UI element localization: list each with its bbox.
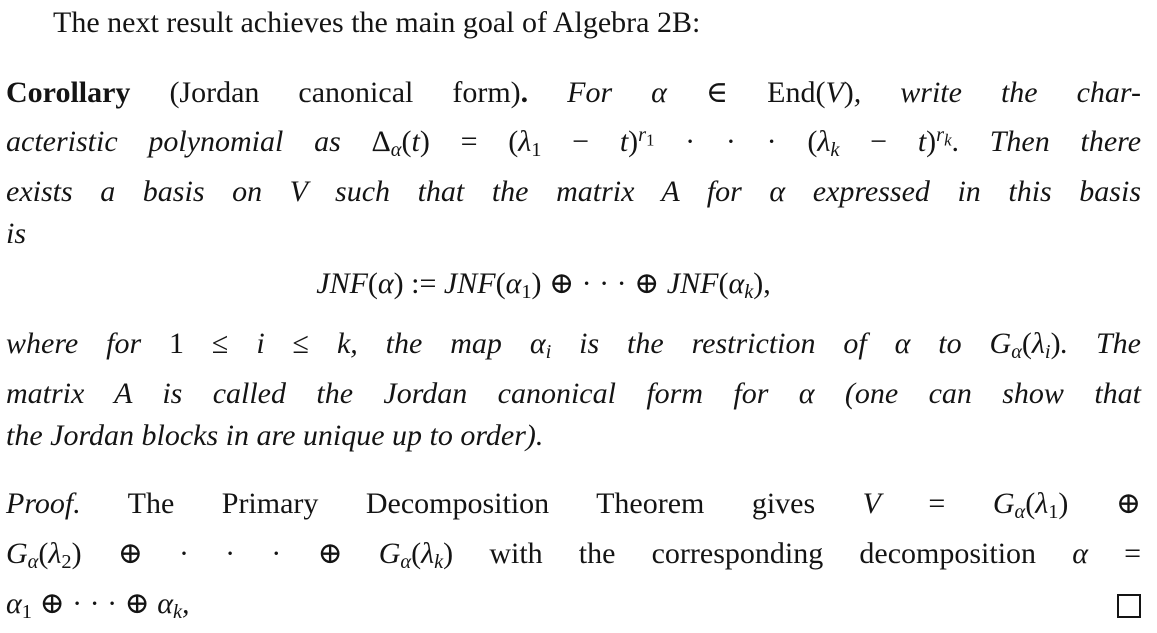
math-run: t (411, 125, 420, 159)
subscript: i (545, 340, 552, 363)
math-run: ( (495, 267, 506, 301)
math-run: . (951, 125, 990, 159)
math-run: JNF (666, 267, 719, 301)
subscript: k (830, 139, 840, 162)
subscript: α (1011, 340, 1022, 363)
math-run: ( (1025, 486, 1036, 520)
math-run: · · · ( (654, 125, 818, 159)
subscript: 1 (646, 130, 655, 150)
qed-box (1117, 594, 1141, 618)
subscript: k (744, 280, 754, 303)
text-run: The next result achieves the main goal of Algebra 2B: (53, 6, 701, 39)
corollary-line-7 (6, 415, 1141, 457)
math-run: ( (718, 267, 729, 301)
math-run: ) (628, 125, 639, 159)
math-run: ∈ End( (666, 76, 826, 109)
math-run: = (880, 486, 993, 520)
math-run: k (336, 326, 351, 360)
subscript: 1 (521, 280, 532, 303)
proof-keyword: Proof. (6, 486, 81, 520)
math-run: JNF (316, 267, 368, 301)
math-alpha: α (377, 267, 394, 301)
math-lambda: λ (421, 536, 435, 570)
math-alpha: α (894, 326, 911, 360)
text-run: . (520, 76, 529, 109)
math-run: ( (411, 536, 422, 570)
math-alpha: α (651, 76, 667, 109)
proof-line-3 (6, 583, 1141, 633)
superscript (638, 124, 655, 150)
oplus-run: ) ⊕ · · · ⊕ (71, 536, 379, 570)
math-lambda: λ (817, 125, 831, 159)
corollary-keyword: Corollary (6, 76, 131, 109)
text-run: where for (6, 326, 170, 360)
subscript: i (1044, 340, 1051, 363)
oplus-run: ) ⊕ (1058, 486, 1141, 520)
math-run: ) (926, 125, 937, 159)
subscript: 2 (61, 550, 72, 573)
corollary-line-5 (6, 323, 1141, 373)
math-alpha: α (529, 326, 546, 360)
math-run: ), (753, 267, 771, 301)
text-run: For (528, 76, 652, 109)
intro-paragraph (6, 2, 1141, 44)
math-lambda: λ (518, 125, 532, 159)
subscript: 1 (531, 139, 542, 162)
math-alpha: α (1072, 536, 1088, 570)
text-run: The Primary Decomposition Theorem gives (80, 486, 863, 520)
subscript: α (27, 550, 39, 573)
math-run: t (917, 125, 927, 159)
corollary-line-6 (6, 373, 1141, 415)
math-run: − (839, 125, 918, 159)
math-run: G (989, 326, 1012, 360)
math-run: ) (843, 76, 854, 109)
document-page (0, 2, 1157, 623)
corollary-title-note: (Jordan canonical form) (130, 76, 521, 109)
subscript: 1 (21, 600, 32, 623)
math-run: ( (367, 267, 378, 301)
math-run: ≤ (264, 326, 337, 360)
text-run: ) with the corresponding decomposition (443, 536, 1073, 570)
math-run: − (541, 125, 620, 159)
text-run: is (6, 217, 27, 251)
text-run: the Jordan blocks in are unique up to order). (6, 418, 544, 452)
math-run: 1 ≤ (169, 326, 257, 360)
subscript: k (172, 600, 183, 623)
text-run: Then there (989, 125, 1142, 159)
math-run: ) (393, 267, 404, 301)
math-run: ) (531, 267, 542, 301)
math-run: ( (1021, 326, 1032, 360)
math-alpha: α (505, 267, 522, 301)
math-lambda: λ (1031, 326, 1045, 360)
text-run: . The (1060, 326, 1141, 360)
text-run: exists a basis on V such that the matrix A for α expressed in this basis (6, 175, 1141, 209)
math-run: ) = ( (419, 125, 519, 159)
math-run: JNF (443, 267, 496, 301)
math-run: := (403, 267, 444, 301)
math-lambda: λ (1035, 486, 1049, 520)
corollary-line-3 (6, 171, 1141, 213)
math-run: ( (401, 125, 412, 159)
subscript: α (390, 139, 402, 162)
subscript: k (434, 550, 444, 573)
text-run: is the restriction of (551, 326, 895, 360)
math-run: r (638, 124, 647, 146)
math-run: i (256, 326, 265, 360)
math-run: G (992, 486, 1015, 520)
math-alpha: α (728, 267, 745, 301)
corollary-line-1 (6, 72, 1141, 114)
math-run: = (1087, 536, 1142, 570)
corollary-line-2 (6, 114, 1141, 171)
math-run: V (825, 76, 844, 109)
math-run: G (6, 536, 28, 570)
subscript: k (944, 130, 952, 150)
math-run: V (862, 486, 881, 520)
proof-line-2 (6, 533, 1141, 583)
superscript (936, 124, 952, 150)
math-delta: Δ (371, 125, 391, 159)
text-run: matrix A is called the Jordan canonical form for α (one can show that (6, 376, 1141, 410)
text-run: , write the char- (853, 76, 1141, 109)
subscript: 1 (1048, 500, 1059, 523)
math-alpha: α (157, 586, 173, 620)
math-lambda: λ (48, 536, 62, 570)
math-run: ) (1050, 326, 1061, 360)
oplus-run: ⊕ · · · ⊕ (541, 267, 667, 301)
math-run: t (619, 125, 629, 159)
oplus-run: ⊕ · · · ⊕ (31, 586, 158, 620)
display-equation (6, 263, 1141, 313)
text-run: , the map (350, 326, 530, 360)
subscript: α (400, 550, 412, 573)
proof-line-1 (6, 483, 1141, 533)
text-run: to (910, 326, 990, 360)
text-run: acteristic polynomial as (6, 125, 372, 159)
math-run: , (182, 586, 190, 620)
math-run: r (936, 124, 945, 146)
math-run: G (378, 536, 401, 570)
corollary-line-4 (6, 213, 1141, 255)
math-alpha: α (6, 586, 22, 620)
math-run: ( (38, 536, 49, 570)
subscript: α (1014, 500, 1026, 523)
